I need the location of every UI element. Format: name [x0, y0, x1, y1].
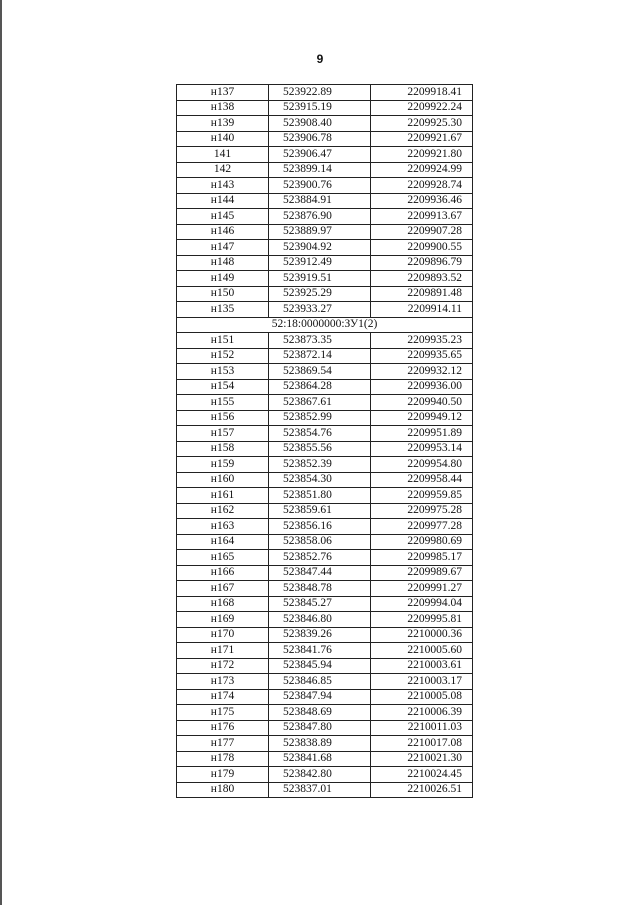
table-row [177, 271, 473, 287]
y-coordinate-cell: 2209995.81 [371, 612, 473, 628]
x-coordinate-cell: 523908.40 [269, 116, 371, 132]
x-coordinate-cell: 523856.16 [269, 519, 371, 535]
table-row [177, 565, 473, 581]
table-row [177, 503, 473, 519]
point-cell: н150 [177, 286, 269, 302]
y-coordinate-cell: 2209940.50 [371, 395, 473, 411]
point-cell: 141 [177, 147, 269, 163]
table-row [177, 147, 473, 163]
point-cell: н154 [177, 379, 269, 395]
table-row [177, 534, 473, 550]
point-cell: н135 [177, 302, 269, 318]
table-row [177, 627, 473, 643]
table-row [177, 689, 473, 705]
y-coordinate-cell: 2210017.08 [371, 736, 473, 752]
x-coordinate-cell: 523847.94 [269, 689, 371, 705]
y-coordinate-cell: 2209900.55 [371, 240, 473, 256]
x-coordinate-cell: 523919.51 [269, 271, 371, 287]
y-coordinate-cell: 2209936.00 [371, 379, 473, 395]
x-coordinate-cell: 523852.99 [269, 410, 371, 426]
x-coordinate-cell: 523838.89 [269, 736, 371, 752]
table-row [177, 395, 473, 411]
table-row [177, 286, 473, 302]
table-row [177, 488, 473, 504]
point-cell: н164 [177, 534, 269, 550]
x-coordinate-cell: 523845.94 [269, 658, 371, 674]
point-cell: н145 [177, 209, 269, 225]
table-row [177, 116, 473, 132]
x-coordinate-cell: 523906.47 [269, 147, 371, 163]
point-cell: н155 [177, 395, 269, 411]
y-coordinate-cell: 2209989.67 [371, 565, 473, 581]
point-cell: н166 [177, 565, 269, 581]
y-coordinate-cell: 2209925.30 [371, 116, 473, 132]
y-coordinate-cell: 2209893.52 [371, 271, 473, 287]
table-row [177, 581, 473, 597]
y-coordinate-cell: 2209958.44 [371, 472, 473, 488]
y-coordinate-cell: 2209975.28 [371, 503, 473, 519]
y-coordinate-cell: 2210011.03 [371, 720, 473, 736]
x-coordinate-cell: 523841.76 [269, 643, 371, 659]
point-cell: н167 [177, 581, 269, 597]
point-cell: н138 [177, 100, 269, 116]
point-cell: н180 [177, 782, 269, 798]
table-row [177, 131, 473, 147]
table-row [177, 302, 473, 318]
x-coordinate-cell: 523846.85 [269, 674, 371, 690]
table-row [177, 519, 473, 535]
table-row [177, 255, 473, 271]
point-cell: н175 [177, 705, 269, 721]
point-cell: н178 [177, 751, 269, 767]
y-coordinate-cell: 2209921.80 [371, 147, 473, 163]
y-coordinate-cell: 2209935.23 [371, 333, 473, 349]
x-coordinate-cell: 523847.80 [269, 720, 371, 736]
x-coordinate-cell: 523854.30 [269, 472, 371, 488]
point-cell: н152 [177, 348, 269, 364]
table-row [177, 379, 473, 395]
table-row [177, 333, 473, 349]
y-coordinate-cell: 2209935.65 [371, 348, 473, 364]
point-cell: н143 [177, 178, 269, 194]
x-coordinate-cell: 523852.39 [269, 457, 371, 473]
table-row [177, 736, 473, 752]
y-coordinate-cell: 2209991.27 [371, 581, 473, 597]
coordinates-table-body [177, 85, 473, 798]
table-row [177, 348, 473, 364]
point-cell: н172 [177, 658, 269, 674]
point-cell: н146 [177, 224, 269, 240]
table-row [177, 178, 473, 194]
table-row [177, 720, 473, 736]
x-coordinate-cell: 523842.80 [269, 767, 371, 783]
x-coordinate-cell: 523889.97 [269, 224, 371, 240]
y-coordinate-cell: 2210003.61 [371, 658, 473, 674]
x-coordinate-cell: 523864.28 [269, 379, 371, 395]
x-coordinate-cell: 523872.14 [269, 348, 371, 364]
point-cell: н162 [177, 503, 269, 519]
point-cell: н165 [177, 550, 269, 566]
y-coordinate-cell: 2209922.24 [371, 100, 473, 116]
y-coordinate-cell: 2209949.12 [371, 410, 473, 426]
table-row [177, 441, 473, 457]
x-coordinate-cell: 523846.80 [269, 612, 371, 628]
section-title: 52:18:0000000:ЗУ1(2) [177, 317, 473, 333]
y-coordinate-cell: 2210003.17 [371, 674, 473, 690]
x-coordinate-cell: 523848.78 [269, 581, 371, 597]
table-row [177, 472, 473, 488]
y-coordinate-cell: 2210000.36 [371, 627, 473, 643]
section-row [177, 317, 473, 333]
x-coordinate-cell: 523859.61 [269, 503, 371, 519]
y-coordinate-cell: 2210005.60 [371, 643, 473, 659]
table-row [177, 674, 473, 690]
table-row [177, 426, 473, 442]
y-coordinate-cell: 2209951.89 [371, 426, 473, 442]
table-row [177, 457, 473, 473]
point-cell: н169 [177, 612, 269, 628]
coordinates-table [176, 84, 473, 798]
table-row [177, 240, 473, 256]
table-row [177, 782, 473, 798]
point-cell: н157 [177, 426, 269, 442]
x-coordinate-cell: 523884.91 [269, 193, 371, 209]
y-coordinate-cell: 2209896.79 [371, 255, 473, 271]
table-row [177, 705, 473, 721]
y-coordinate-cell: 2209936.46 [371, 193, 473, 209]
table-row [177, 767, 473, 783]
table-row [177, 643, 473, 659]
x-coordinate-cell: 523904.92 [269, 240, 371, 256]
table-row [177, 85, 473, 101]
y-coordinate-cell: 2209953.14 [371, 441, 473, 457]
y-coordinate-cell: 2209980.69 [371, 534, 473, 550]
y-coordinate-cell: 2209977.28 [371, 519, 473, 535]
x-coordinate-cell: 523839.26 [269, 627, 371, 643]
table-row [177, 596, 473, 612]
point-cell: н153 [177, 364, 269, 380]
point-cell: н171 [177, 643, 269, 659]
x-coordinate-cell: 523873.35 [269, 333, 371, 349]
point-cell: н156 [177, 410, 269, 426]
y-coordinate-cell: 2210006.39 [371, 705, 473, 721]
page-number: 9 [316, 52, 324, 66]
x-coordinate-cell: 523858.06 [269, 534, 371, 550]
x-coordinate-cell: 523906.78 [269, 131, 371, 147]
point-cell: н177 [177, 736, 269, 752]
y-coordinate-cell: 2210024.45 [371, 767, 473, 783]
point-cell: н173 [177, 674, 269, 690]
y-coordinate-cell: 2209913.67 [371, 209, 473, 225]
table-row [177, 364, 473, 380]
point-cell: 142 [177, 162, 269, 178]
x-coordinate-cell: 523841.68 [269, 751, 371, 767]
table-row [177, 224, 473, 240]
x-coordinate-cell: 523899.14 [269, 162, 371, 178]
point-cell: н149 [177, 271, 269, 287]
point-cell: н161 [177, 488, 269, 504]
x-coordinate-cell: 523855.56 [269, 441, 371, 457]
point-cell: н168 [177, 596, 269, 612]
y-coordinate-cell: 2210005.08 [371, 689, 473, 705]
y-coordinate-cell: 2210021.30 [371, 751, 473, 767]
table-row [177, 162, 473, 178]
point-cell: н158 [177, 441, 269, 457]
x-coordinate-cell: 523837.01 [269, 782, 371, 798]
point-cell: н139 [177, 116, 269, 132]
y-coordinate-cell: 2209924.99 [371, 162, 473, 178]
x-coordinate-cell: 523925.29 [269, 286, 371, 302]
y-coordinate-cell: 2210026.51 [371, 782, 473, 798]
point-cell: н176 [177, 720, 269, 736]
scan-edge [0, 0, 2, 905]
y-coordinate-cell: 2209891.48 [371, 286, 473, 302]
x-coordinate-cell: 523867.61 [269, 395, 371, 411]
x-coordinate-cell: 523900.76 [269, 178, 371, 194]
table-row [177, 612, 473, 628]
y-coordinate-cell: 2209932.12 [371, 364, 473, 380]
point-cell: н163 [177, 519, 269, 535]
x-coordinate-cell: 523869.54 [269, 364, 371, 380]
table-row [177, 100, 473, 116]
point-cell: н151 [177, 333, 269, 349]
x-coordinate-cell: 523845.27 [269, 596, 371, 612]
y-coordinate-cell: 2209921.67 [371, 131, 473, 147]
point-cell: н170 [177, 627, 269, 643]
y-coordinate-cell: 2209907.28 [371, 224, 473, 240]
table-row [177, 209, 473, 225]
y-coordinate-cell: 2209954.80 [371, 457, 473, 473]
table-row [177, 658, 473, 674]
point-cell: н174 [177, 689, 269, 705]
x-coordinate-cell: 523915.19 [269, 100, 371, 116]
point-cell: н160 [177, 472, 269, 488]
point-cell: н140 [177, 131, 269, 147]
point-cell: н144 [177, 193, 269, 209]
point-cell: н147 [177, 240, 269, 256]
x-coordinate-cell: 523851.80 [269, 488, 371, 504]
x-coordinate-cell: 523922.89 [269, 85, 371, 101]
y-coordinate-cell: 2209918.41 [371, 85, 473, 101]
y-coordinate-cell: 2209994.04 [371, 596, 473, 612]
x-coordinate-cell: 523876.90 [269, 209, 371, 225]
point-cell: н179 [177, 767, 269, 783]
y-coordinate-cell: 2209985.17 [371, 550, 473, 566]
x-coordinate-cell: 523854.76 [269, 426, 371, 442]
x-coordinate-cell: 523848.69 [269, 705, 371, 721]
x-coordinate-cell: 523933.27 [269, 302, 371, 318]
point-cell: н137 [177, 85, 269, 101]
y-coordinate-cell: 2209959.85 [371, 488, 473, 504]
x-coordinate-cell: 523912.49 [269, 255, 371, 271]
table-row [177, 751, 473, 767]
table-row [177, 410, 473, 426]
y-coordinate-cell: 2209928.74 [371, 178, 473, 194]
table-row [177, 193, 473, 209]
y-coordinate-cell: 2209914.11 [371, 302, 473, 318]
point-cell: н148 [177, 255, 269, 271]
x-coordinate-cell: 523852.76 [269, 550, 371, 566]
x-coordinate-cell: 523847.44 [269, 565, 371, 581]
table-row [177, 550, 473, 566]
point-cell: н159 [177, 457, 269, 473]
